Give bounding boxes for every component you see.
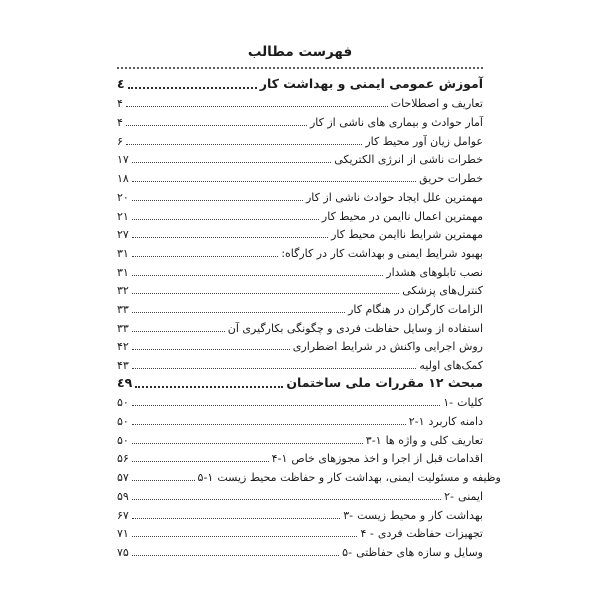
toc-entry-title — [334, 154, 483, 165]
toc-entry — [117, 299, 483, 318]
toc-entry — [117, 374, 483, 393]
toc-page-number: ۴۳ — [117, 359, 129, 372]
toc-entry-title — [322, 211, 483, 222]
toc-page-number: ۱۷ — [117, 153, 129, 167]
toc-page-number: ۶ — [117, 134, 123, 148]
toc-entry-text: تجهیزات حفاظت فردی — [377, 527, 483, 541]
toc-page-number: ۳۱ — [117, 265, 129, 279]
toc-entry-title — [366, 435, 483, 446]
toc-entry — [117, 430, 483, 449]
toc-page-number: ۲۱ — [117, 209, 129, 223]
toc-entry — [117, 225, 483, 244]
toc-entry-text: الزامات کارگران در هنگام کار — [348, 302, 483, 316]
toc-entry-number: ۵-۱ — [197, 471, 214, 485]
toc-entry-text: بهبود شرایط ایمنی و بهداشت کار در کارگاه: — [281, 246, 483, 260]
dotted-leader — [128, 87, 257, 89]
toc-page-number: ٤ — [117, 76, 125, 92]
toc-page-number: ۵۰ — [117, 433, 129, 447]
toc-entry-title — [391, 98, 483, 109]
toc-entry-number: ۴-۱ — [271, 452, 288, 466]
toc-entry — [117, 542, 483, 561]
toc-entry-title — [197, 471, 501, 485]
dotted-leader — [132, 331, 225, 332]
dotted-leader — [132, 256, 278, 257]
toc-page — [117, 44, 501, 561]
toc-entry — [117, 75, 483, 94]
toc-page-number: ۵۶ — [117, 452, 129, 466]
toc-entry-text: ایمنی — [458, 489, 483, 503]
toc-entry-title — [293, 341, 483, 352]
dotted-leader — [126, 106, 388, 107]
toc-entry — [117, 131, 483, 150]
toc-page-number: ۶۷ — [117, 508, 129, 522]
toc-page-number: ۳۲ — [117, 284, 129, 298]
toc-entry-text: مهمترین شرایط ناایمن محیط کار — [331, 228, 483, 242]
toc-page-number: ۳۱ — [117, 246, 129, 260]
toc-entry — [117, 243, 483, 262]
toc-entry-text: آمار حوادث و بیماری های ناشی از کار — [309, 116, 483, 130]
toc-entry-number: ۳-۱ — [365, 433, 382, 447]
toc-entry-text: مهمترین اعمال ناایمن در محیط کار — [321, 209, 483, 223]
toc-entry-number: ۲- — [444, 489, 455, 503]
toc-entry-title — [402, 285, 483, 296]
toc-entry — [117, 486, 483, 505]
dotted-leader — [132, 424, 406, 425]
dotted-leader — [132, 443, 363, 444]
toc-entry — [117, 318, 483, 337]
toc-entry — [117, 411, 483, 430]
toc-page-number: ۱۸ — [117, 172, 129, 186]
toc-entry-text: کلیات — [457, 396, 483, 410]
toc-entry — [117, 112, 483, 131]
toc-entry-text: بهداشت کار و محیط زیست — [357, 508, 483, 522]
toc-entry — [117, 94, 483, 113]
toc-entry — [117, 150, 483, 169]
dotted-leader — [132, 499, 441, 500]
toc-entry-title — [443, 397, 483, 408]
toc-entry-text: اقدامات قبل از اجرا و اخذ مجوزهای خاص — [291, 452, 483, 466]
toc-page-number: ۵۰ — [117, 415, 129, 429]
dotted-leader — [132, 181, 416, 182]
toc-entry-text: تعاریف و اصطلاحات — [390, 97, 483, 111]
toc-entry-number: ۲-۱ — [408, 415, 425, 429]
toc-entry-title — [419, 173, 483, 184]
dotted-leader — [132, 349, 290, 350]
toc-entry-title — [286, 377, 483, 390]
toc-entry-number: ۱- — [443, 396, 454, 410]
dotted-leader — [135, 386, 283, 388]
dotted-leader — [132, 219, 319, 220]
toc-entry-text: خطرات حریق — [419, 172, 483, 186]
toc-page-number: ٤٩ — [117, 375, 133, 391]
toc-entry — [117, 168, 483, 187]
toc-entry-title — [419, 360, 483, 371]
toc-entry-title — [409, 416, 483, 427]
toc-entry-title — [310, 117, 483, 128]
toc-entry-text: عوامل زیان آور محیط کار — [365, 134, 483, 148]
toc-entry-title — [343, 510, 483, 521]
dotted-leader — [132, 536, 358, 537]
toc-entry-number: ۴ - — [360, 527, 374, 541]
toc-list — [117, 75, 501, 561]
toc-entry-title — [360, 528, 483, 539]
toc-entry-text: وظیفه و مسئولیت ایمنی، بهداشت کار و حفاظت محیط زیست — [217, 471, 501, 485]
toc-entry — [117, 524, 483, 543]
dotted-leader — [132, 293, 399, 294]
toc-entry-text: دامنه کاربرد — [428, 415, 483, 429]
dotted-leader — [126, 125, 307, 126]
dotted-leader — [132, 405, 440, 406]
toc-page-number: ۴ — [117, 116, 123, 130]
toc-entry-text: نصب تابلوهای هشدار — [386, 265, 483, 279]
toc-entry-title — [228, 323, 483, 334]
toc-entry — [117, 187, 483, 206]
dotted-leader — [132, 461, 269, 462]
toc-entry-title — [281, 248, 483, 259]
toc-entry-text: تعاریف کلی و واژه ها — [385, 433, 483, 447]
toc-entry-title — [260, 78, 483, 91]
toc-entry-number: ۵- — [342, 545, 353, 559]
dotted-leader — [132, 480, 195, 481]
toc-entry-text: مبحث ۱۲ مقررات ملی ساختمان — [286, 375, 483, 391]
toc-page-number: ۲۷ — [117, 228, 129, 242]
toc-entry-title — [342, 547, 483, 558]
dotted-leader — [132, 518, 340, 519]
toc-entry — [117, 449, 483, 468]
toc-entry-text: مهمترین علل ایجاد حوادث ناشی از کار — [306, 190, 483, 204]
toc-entry — [117, 467, 501, 486]
dotted-leader — [132, 312, 345, 313]
toc-entry — [117, 505, 483, 524]
title-separator — [117, 67, 483, 69]
dotted-leader — [132, 275, 383, 276]
dotted-leader — [132, 237, 328, 238]
toc-entry-text: آموزش عمومی ایمنی و بهداشت کار — [259, 76, 483, 92]
toc-entry-title — [348, 304, 483, 315]
toc-entry-text: استفاده از وسایل حفاظت فردی و چگونگی بکارگیری آن — [227, 321, 483, 335]
dotted-leader — [132, 555, 339, 556]
toc-page-number: ۵۷ — [117, 471, 129, 485]
toc-page-number: ۷۵ — [117, 545, 129, 559]
toc-entry — [117, 262, 483, 281]
toc-entry — [117, 281, 483, 300]
toc-entry-title — [306, 192, 483, 203]
toc-page-number: ۵۰ — [117, 396, 129, 410]
toc-entry-title — [444, 491, 483, 502]
toc-entry — [117, 355, 483, 374]
toc-page-number: ۲۰ — [117, 190, 129, 204]
toc-entry-title — [272, 453, 483, 464]
dotted-leader — [132, 200, 303, 201]
toc-entry-title — [331, 229, 483, 240]
toc-entry-text: وسایل و سازه های حفاظتی — [356, 545, 483, 559]
toc-entry — [117, 337, 483, 356]
toc-page-number: ۳۳ — [117, 302, 129, 316]
toc-entry-text: کمک‌های اولیه — [419, 359, 483, 372]
toc-page-number: ۵۹ — [117, 489, 129, 503]
dotted-leader — [132, 162, 331, 163]
toc-entry-title — [365, 136, 483, 147]
toc-entry — [117, 206, 483, 225]
page-title: فهرست مطالب — [247, 44, 353, 60]
dotted-leader — [126, 144, 362, 145]
toc-entry-number: ۳- — [343, 508, 354, 522]
toc-page-number: ۷۱ — [117, 527, 129, 541]
toc-entry — [117, 393, 483, 412]
toc-page-number: ۳۳ — [117, 321, 129, 335]
toc-page-number: ۴ — [117, 97, 123, 111]
toc-entry-text: خطرات ناشی از انرژی الکتریکی — [334, 153, 483, 167]
toc-entry-text: روش اجرایی واکنش در شرایط اضطراری — [292, 340, 483, 354]
toc-entry-title — [386, 267, 483, 278]
dotted-leader — [132, 368, 417, 369]
toc-page-number: ۴۲ — [117, 340, 129, 354]
toc-entry-text: کنترل‌های پزشکی — [402, 284, 483, 298]
